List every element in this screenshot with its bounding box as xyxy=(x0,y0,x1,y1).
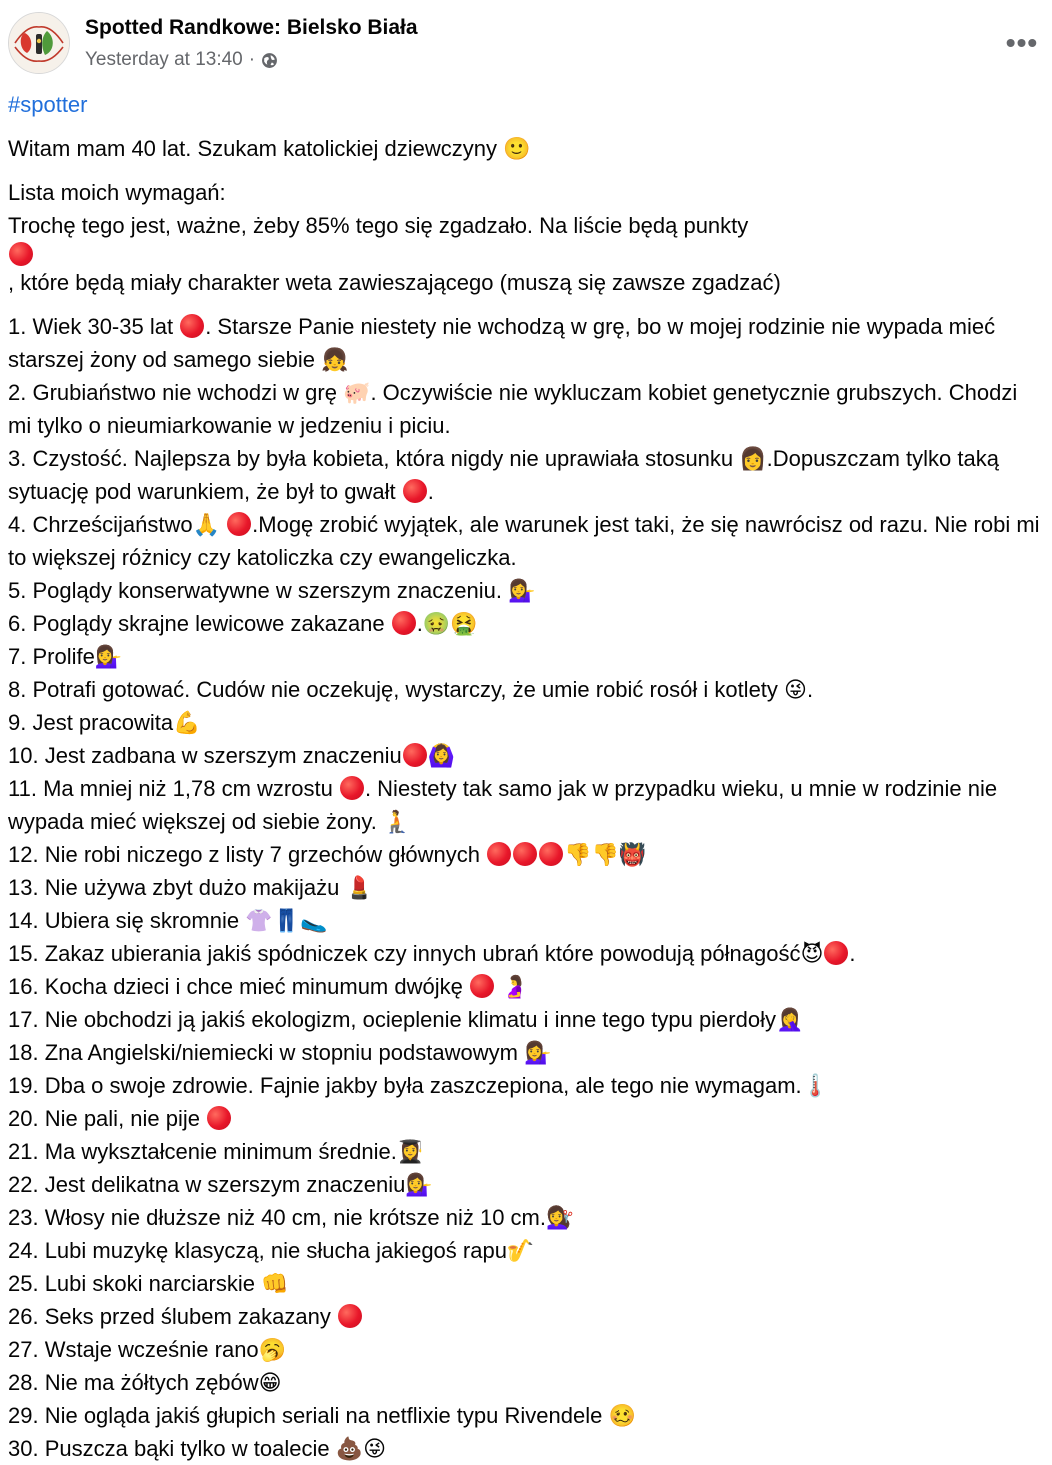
list-item: 28. Nie ma żółtych zębów😁 xyxy=(8,1370,282,1395)
list-item: 30. Puszcza bąki tylko w toalecie 💩😜 xyxy=(8,1436,387,1461)
red-circle-icon xyxy=(207,1106,231,1130)
list-item: 2. Grubiaństwo nie wchodzi w grę 🐖. Oczywiście nie wykluczam kobiet genetycznie grubszych. Chodzi mi tylko o nieumiarkowanie w jedzeniu i piciu. xyxy=(8,380,1018,438)
meta-separator: · xyxy=(248,49,256,70)
page-logo-icon xyxy=(9,13,69,73)
post-meta xyxy=(85,49,278,71)
more-horizontal-icon: ••• xyxy=(1005,27,1039,58)
requirements-text: Trochę tego jest, ważne, żeby 85% tego się zgadzało. Na liście będą punkty , które będą miały charakter weta zawieszającego (muszą się zawsze zgadzać) xyxy=(8,213,781,295)
list-item: 23. Włosy nie dłuższe niż 40 cm, nie krótsze niż 10 cm.💇‍♀️ xyxy=(8,1205,574,1230)
list-item: 10. Jest zadbana w szerszym znaczeniu 🙆‍♀️ xyxy=(8,743,456,768)
more-options-button[interactable] xyxy=(1002,28,1042,58)
list-item: 21. Ma wykształcenie minimum średnie.👩‍🎓 xyxy=(8,1139,425,1164)
list-item: 12. Nie robi niczego z listy 7 grzechów głównych 👎👎👹 xyxy=(8,842,647,867)
list-item: 29. Nie ogląda jakiś głupich seriali na netflixie typu Rivendele 🥴 xyxy=(8,1403,636,1428)
red-circle-icon xyxy=(403,479,427,503)
list-item: 5. Poglądy konserwatywne w szerszym znaczeniu. 💁‍♀️ xyxy=(8,578,536,603)
post-header xyxy=(8,12,1044,78)
list-item: 6. Poglądy skrajne lewicowe zakazane .🤢🤮 xyxy=(8,611,478,636)
red-circle-icon xyxy=(487,842,511,866)
page-name[interactable]: Spotted Randkowe: Bielsko Biała xyxy=(85,16,418,39)
list-item: 18. Zna Angielski/niemiecki w stopniu podstawowym 💁‍♀️ xyxy=(8,1040,552,1065)
list-item: 1. Wiek 30-35 lat . Starsze Panie niestety nie wchodzą w grę, bo w mojej rodzinie nie wypada mieć starszej żony od samego siebie 👧 xyxy=(8,314,996,372)
list-item: 26. Seks przed ślubem zakazany xyxy=(8,1300,1046,1333)
list-item: 20. Nie pali, nie pije xyxy=(8,1102,1046,1135)
list-item: 3. Czystość. Najlepsza by była kobieta, która nigdy nie uprawiała stosunku 👩.Dopuszczam tylko taką sytuację pod warunkiem, że był to gwałt . xyxy=(8,446,999,504)
red-circle-icon xyxy=(9,242,33,266)
list-item: 24. Lubi muzykę klasyczą, nie słucha jakiegoś rapu🎷 xyxy=(8,1238,535,1263)
list-item: 25. Lubi skoki narciarskie 👊 xyxy=(8,1271,289,1296)
red-circle-icon xyxy=(470,974,494,998)
list-item: 9. Jest pracowita💪 xyxy=(8,710,201,735)
post-timestamp[interactable]: Yesterday at 13:40 xyxy=(85,49,243,70)
red-circle-icon xyxy=(539,842,563,866)
red-circle-icon xyxy=(338,1304,362,1328)
red-circle-icon xyxy=(824,941,848,965)
red-circle-icon xyxy=(227,512,251,536)
list-item: 14. Ubiera się skromnie 👚👖🥿 xyxy=(8,908,328,933)
post-greeting: Witam mam 40 lat. Szukam katolickiej dziewczyny 🙂 xyxy=(8,136,531,161)
post-message xyxy=(8,88,1046,1465)
list-item: 7. Prolife💁‍♀️ xyxy=(8,644,123,669)
page-avatar[interactable] xyxy=(8,12,70,74)
red-circle-icon xyxy=(340,776,364,800)
list-item: 17. Nie obchodzi ją jakiś ekologizm, ocieplenie klimatu i inne tego typu pierdoły🤦‍♀️ xyxy=(8,1007,804,1032)
list-item: 19. Dba o swoje zdrowie. Fajnie jakby była zaszczepiona, ale tego nie wymagam.🌡️ xyxy=(8,1073,830,1098)
requirements-list xyxy=(8,310,1046,1465)
red-circle-icon xyxy=(513,842,537,866)
list-item: 27. Wstaje wcześnie rano🥱 xyxy=(8,1337,287,1362)
requirements-title: Lista moich wymagań: xyxy=(8,180,226,205)
red-circle-icon xyxy=(180,314,204,338)
red-circle-icon xyxy=(392,611,416,635)
globe-icon[interactable] xyxy=(261,52,278,69)
red-circle-icon xyxy=(403,743,427,767)
list-item: 22. Jest delikatna w szerszym znaczeniu💁‍♀️ xyxy=(8,1172,433,1197)
requirements-intro xyxy=(8,176,1046,299)
hashtag-link[interactable]: #spotter xyxy=(8,92,88,117)
list-item: 8. Potrafi gotować. Cudów nie oczekuję, wystarczy, że umie robić rosół i kotlety 😜. xyxy=(8,677,814,702)
list-item: 16. Kocha dzieci i chce mieć minumum dwójkę 🤰 xyxy=(8,974,529,999)
list-item: 15. Zakaz ubierania jakiś spódniczek czy innych ubrań które powodują półnagość😈 . xyxy=(8,941,856,966)
list-item: 13. Nie używa zbyt dużo makijażu 💄 xyxy=(8,875,373,900)
list-item: 4. Chrześcijaństwo🙏 .Mogę zrobić wyjątek, ale warunek jest taki, że się nawrócisz od razu. Nie robi mi to większej różnicy czy katoliczka czy ewangeliczka. xyxy=(8,512,1040,570)
list-item: 11. Ma mniej niż 1,78 cm wzrostu . Niestety tak samo jak w przypadku wieku, u mnie w rodzinie nie wypada mieć większej od siebie żony. 🧎 xyxy=(8,776,998,834)
